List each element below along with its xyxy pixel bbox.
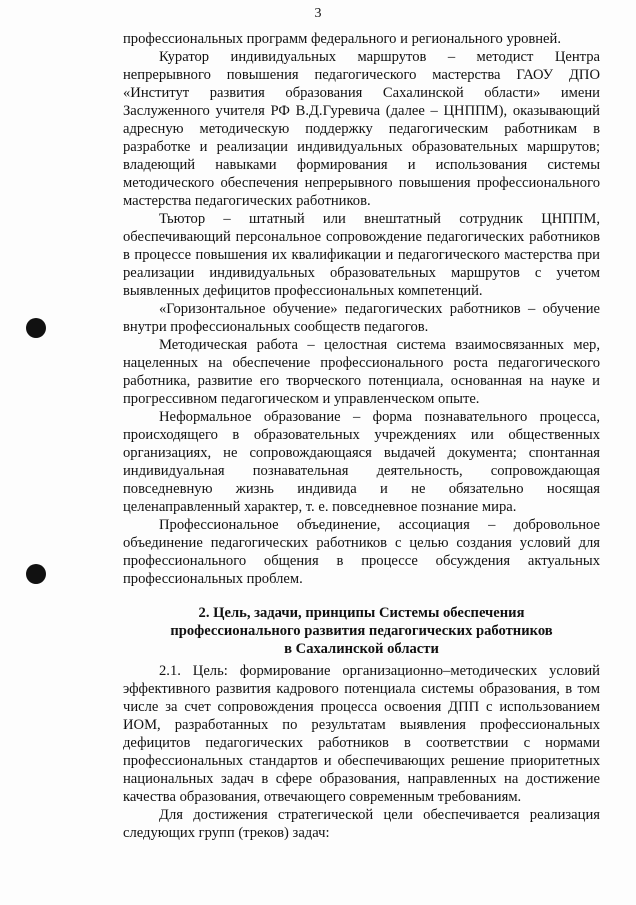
section-heading-line: в Сахалинской области <box>284 641 439 657</box>
document-body <box>123 30 600 842</box>
paragraph: профессиональных программ федерального и регионального уровней. <box>123 31 561 47</box>
paragraph-tasks-intro: Для достижения стратегической цели обеспечивается реализация следующих групп (треков) задач: <box>123 807 600 841</box>
section-heading-line: 2. Цель, задачи, принципы Системы обеспечения <box>198 605 525 621</box>
paragraph-professional-association: Профессиональное объединение, ассоциация – добровольное объединение педагогических работников с целью создания условий для профессионального общения в процессе обсуждения актуальных профессиональных проблем. <box>123 517 600 587</box>
page-number: 3 <box>314 6 322 21</box>
section-heading <box>123 604 600 658</box>
paragraph-methodical-work: Методическая работа – целостная система взаимосвязанных мер, нацеленных на обеспечение профессионального роста педагогического работника, развитие его творческого потенциала, основанная на науке и прогрессивном педагогическом и управленческом опыте. <box>123 337 600 407</box>
paragraph-goal: 2.1. Цель: формирование организационно–методических условий эффективного развития кадрового потенциала системы образования, в том числе за счет сопровождения процесса освоения ДПП с использованием ИОМ, разработанных по результатам выявления профессиональных дефицитов педагогических работников в соответствии с нормами профессиональных стандартов и обеспечивающих решение приоритетных национальных задач в сфере образования, направленных на достижение качества образования, отвечающего современным требованиям. <box>123 663 600 805</box>
punch-hole-bottom <box>26 564 46 584</box>
punch-hole-top <box>26 318 46 338</box>
paragraph-horizontal-learning: «Горизонтальное обучение» педагогических работников – обучение внутри профессиональных сообществ педагогов. <box>123 301 600 335</box>
paragraph-informal-education: Неформальное образование – форма познавательного процесса, происходящего в образовательных учреждениях или общественных организациях, не сопровождающаяся выдачей документа; спонтанная индивидуальная познавательная деятельность, сопровождающая повседневную жизнь индивида и не обязательно носящая целенаправленный характер, т. е. повседневное познание мира. <box>123 409 600 515</box>
section-heading-line: профессионального развития педагогических работников <box>170 623 553 639</box>
paragraph-curator-definition: Куратор индивидуальных маршрутов – методист Центра непрерывного повышения педагогического мастерства ГАОУ ДПО «Институт развития образования Сахалинской области» имени Заслуженного учителя РФ В.Д.Гуревича (далее – ЦНППМ), оказывающий адресную методическую поддержку педагогическим работникам в разработке и реализации индивидуальных образовательных маршрутов; владеющий навыками формирования и использования системы методического обеспечения непрерывного повышения профессионального мастерства педагогических работников. <box>123 49 600 209</box>
paragraph-tutor-definition: Тьютор – штатный или внештатный сотрудник ЦНППМ, обеспечивающий персональное сопровождение педагогических работников в процессе повышения их квалификации и педагогического мастерства при реализации индивидуальных образовательных маршрутов с учетом выявленных дефицитов профессиональных компетенций. <box>123 211 600 299</box>
